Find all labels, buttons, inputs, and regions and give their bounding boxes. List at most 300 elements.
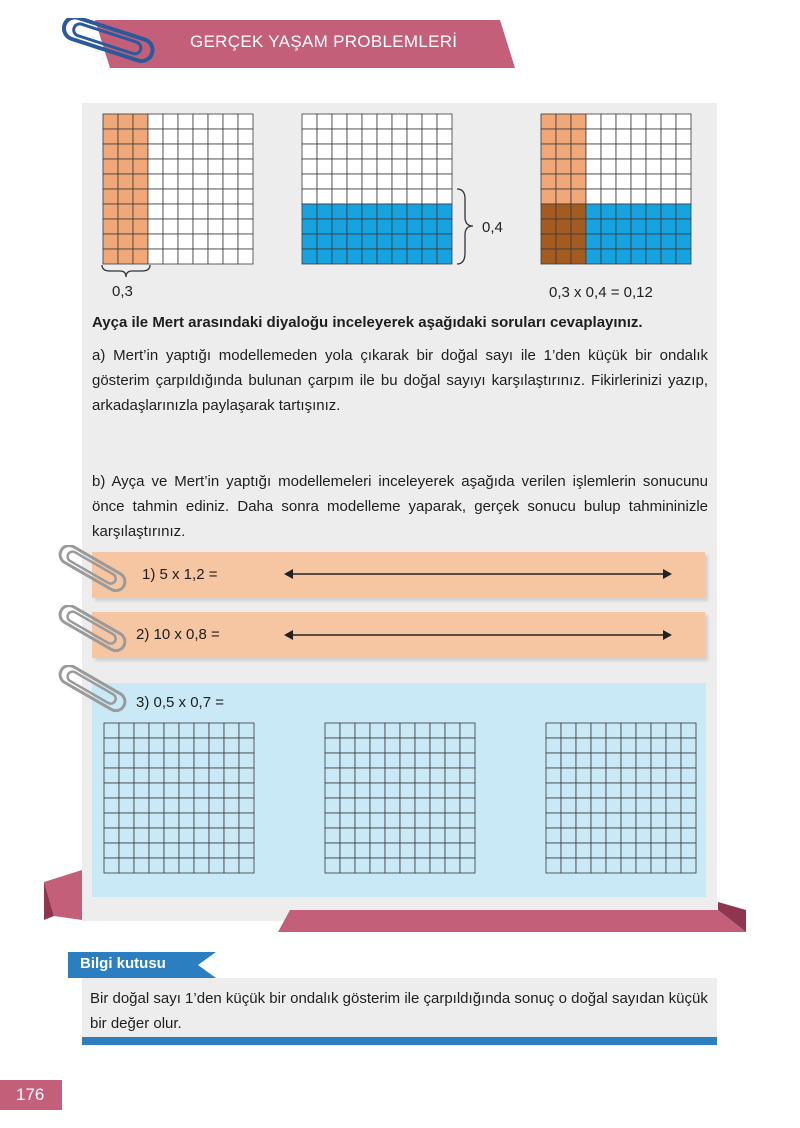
grid-cell xyxy=(355,753,370,768)
grid-cell xyxy=(134,858,149,873)
grid-cell xyxy=(377,129,392,144)
header-title: GERÇEK YAŞAM PROBLEMLERİ xyxy=(190,32,458,51)
grid-cell xyxy=(193,159,208,174)
grid-cell xyxy=(362,129,377,144)
number-line-arrow xyxy=(284,567,672,581)
grid-cell xyxy=(317,189,332,204)
grid-cell xyxy=(178,249,193,264)
grid-cell xyxy=(377,114,392,129)
grid-cell xyxy=(646,234,661,249)
grid-cell xyxy=(437,114,452,129)
grid-cell xyxy=(103,159,118,174)
grid-cell xyxy=(571,219,586,234)
grid-cell xyxy=(621,858,636,873)
grid-cell xyxy=(332,114,347,129)
grid-cell xyxy=(118,144,133,159)
grid-cell xyxy=(616,234,631,249)
grid-cell xyxy=(355,738,370,753)
grid-cell xyxy=(377,189,392,204)
grid-cell xyxy=(407,174,422,189)
grid-cell xyxy=(164,798,179,813)
grid-cell xyxy=(415,753,430,768)
grid-cell xyxy=(208,144,223,159)
grid-cell xyxy=(119,753,134,768)
grid-cell xyxy=(148,144,163,159)
grid-cell xyxy=(591,753,606,768)
grid-cell xyxy=(541,249,556,264)
grid-cell xyxy=(355,828,370,843)
grid-cell xyxy=(661,129,676,144)
grid-cell xyxy=(134,843,149,858)
label-04: 0,4 xyxy=(482,219,503,236)
grid-cell xyxy=(385,843,400,858)
grid-cell xyxy=(347,114,362,129)
grid-cell xyxy=(576,738,591,753)
grid-cell xyxy=(646,174,661,189)
grid-cell xyxy=(133,234,148,249)
grid-cell xyxy=(571,189,586,204)
grid-cell xyxy=(332,204,347,219)
grid-cell xyxy=(193,234,208,249)
grid-cell xyxy=(571,114,586,129)
grid-cell xyxy=(392,249,407,264)
grid-cell xyxy=(224,798,239,813)
grid-cell xyxy=(586,204,601,219)
grid-cell xyxy=(104,783,119,798)
grid-cell xyxy=(661,114,676,129)
grid-cell xyxy=(400,783,415,798)
grid-cell xyxy=(422,219,437,234)
grid-cell xyxy=(148,249,163,264)
grid-cell xyxy=(148,114,163,129)
grid-cell xyxy=(422,189,437,204)
grid-cell xyxy=(681,783,696,798)
grid-cell xyxy=(133,204,148,219)
paperclip-icon xyxy=(52,665,132,713)
grid-cell xyxy=(325,753,340,768)
grid-cell xyxy=(332,189,347,204)
grid-cell xyxy=(238,189,253,204)
grid-cell xyxy=(317,174,332,189)
grid-cell xyxy=(651,843,666,858)
grid-cell xyxy=(561,798,576,813)
grid-cell xyxy=(556,234,571,249)
grid-cell xyxy=(541,174,556,189)
grid-cell xyxy=(103,189,118,204)
grid-cell xyxy=(392,234,407,249)
grid-cell xyxy=(370,843,385,858)
grid-cell xyxy=(561,828,576,843)
grid-cell xyxy=(591,723,606,738)
grid-cell xyxy=(676,129,691,144)
grid-cell xyxy=(571,174,586,189)
number-line-arrow xyxy=(284,628,672,642)
grid-cell xyxy=(302,249,317,264)
grid-cell xyxy=(561,723,576,738)
grid-cell xyxy=(437,249,452,264)
grid-cell xyxy=(616,219,631,234)
grid-cell xyxy=(224,738,239,753)
grid-cell xyxy=(541,114,556,129)
grid-cell xyxy=(385,828,400,843)
grid-cell xyxy=(546,783,561,798)
grid-cell xyxy=(616,159,631,174)
grid-cell xyxy=(118,174,133,189)
grid-cell xyxy=(340,723,355,738)
grid-cell xyxy=(194,828,209,843)
grid-cell xyxy=(194,723,209,738)
grid-cell xyxy=(385,858,400,873)
grid-cell xyxy=(223,174,238,189)
grid-cell xyxy=(325,843,340,858)
grid-cell xyxy=(591,798,606,813)
grid-cell xyxy=(681,858,696,873)
grid-cell xyxy=(149,798,164,813)
grid-cell xyxy=(209,723,224,738)
grid-cell xyxy=(149,858,164,873)
grid-cell xyxy=(385,738,400,753)
grid-cell xyxy=(445,843,460,858)
grid-cell xyxy=(586,249,601,264)
grid-cell xyxy=(302,144,317,159)
grid-cell xyxy=(407,189,422,204)
grid-cell xyxy=(422,174,437,189)
grid-cell xyxy=(194,843,209,858)
grid-cell xyxy=(437,159,452,174)
grid-cell xyxy=(445,798,460,813)
grid-cell xyxy=(556,249,571,264)
grid-cell xyxy=(193,114,208,129)
grid-cell xyxy=(133,189,148,204)
grid-cell xyxy=(193,204,208,219)
grid-cell xyxy=(666,813,681,828)
grid-cell xyxy=(541,144,556,159)
grid-cell xyxy=(392,114,407,129)
grid-cell xyxy=(118,234,133,249)
grid-cell xyxy=(208,249,223,264)
grid-cell xyxy=(646,249,661,264)
decimal-grid-03 xyxy=(102,113,254,265)
grid-cell xyxy=(666,783,681,798)
brace-icon xyxy=(455,187,477,267)
grid-cell xyxy=(556,189,571,204)
grid-cell xyxy=(546,768,561,783)
grid-cell xyxy=(460,813,475,828)
grid-cell xyxy=(636,828,651,843)
grid-cell xyxy=(239,723,254,738)
grid-cell xyxy=(636,858,651,873)
grid-cell xyxy=(302,234,317,249)
grid-cell xyxy=(340,783,355,798)
grid-cell xyxy=(606,768,621,783)
grid-cell xyxy=(179,753,194,768)
grid-cell xyxy=(616,249,631,264)
grid-cell xyxy=(636,723,651,738)
grid-cell xyxy=(385,753,400,768)
grid-cell xyxy=(561,783,576,798)
grid-cell xyxy=(621,768,636,783)
grid-cell xyxy=(164,858,179,873)
grid-cell xyxy=(238,204,253,219)
grid-cell xyxy=(422,144,437,159)
grid-cell xyxy=(325,798,340,813)
grid-cell xyxy=(223,249,238,264)
question-part-a: a) Mert’in yaptığı modellemeden yola çıkarak bir doğal sayı ile 1’den küçük bir ondalık gösterim çarpıldığında bulunan çarpım ile bu doğal sayıyı karşılaştırınız. Fikirlerinizi yazıp, arkadaşlarınızla paylaşarak tartışınız. xyxy=(92,347,708,414)
grid-cell xyxy=(104,858,119,873)
grid-cell xyxy=(666,753,681,768)
grid-cell xyxy=(445,723,460,738)
grid-cell xyxy=(676,159,691,174)
grid-cell xyxy=(666,843,681,858)
empty-grid xyxy=(545,722,697,874)
grid-cell xyxy=(103,129,118,144)
question-part-b: b) Ayça ve Mert’in yaptığı modellemeleri inceleyerek aşağıda verilen işlemlerin sonucunu önce tahmin ediniz. Daha sonra modelleme yaparak, gerçek sonucu bulup tahmininizle karşılaştırınız. xyxy=(92,473,708,540)
grid-cell xyxy=(460,783,475,798)
grid-cell xyxy=(586,114,601,129)
grid-cell xyxy=(377,234,392,249)
grid-cell xyxy=(149,813,164,828)
grid-cell xyxy=(208,219,223,234)
grid-cell xyxy=(370,768,385,783)
grid-cell xyxy=(561,753,576,768)
grid-cell xyxy=(407,144,422,159)
grid-cell xyxy=(621,753,636,768)
brace-icon xyxy=(100,264,152,278)
grid-cell xyxy=(134,798,149,813)
grid-cell xyxy=(576,783,591,798)
grid-cell xyxy=(445,753,460,768)
grid-cell xyxy=(164,738,179,753)
grid-cell xyxy=(586,234,601,249)
grid-cell xyxy=(238,159,253,174)
grid-cell xyxy=(586,159,601,174)
grid-cell xyxy=(302,219,317,234)
grid-cell xyxy=(651,858,666,873)
grid-cell xyxy=(606,798,621,813)
grid-cell xyxy=(104,768,119,783)
grid-cell xyxy=(571,159,586,174)
grid-cell xyxy=(134,738,149,753)
grid-cell xyxy=(445,738,460,753)
grid-cell xyxy=(104,753,119,768)
grid-cell xyxy=(666,723,681,738)
grid-cell xyxy=(163,129,178,144)
grid-cell xyxy=(239,843,254,858)
grid-cell xyxy=(621,738,636,753)
grid-cell xyxy=(317,159,332,174)
grid-cell xyxy=(208,159,223,174)
grid-cell xyxy=(576,843,591,858)
grid-cell xyxy=(302,159,317,174)
corner-ribbon-left xyxy=(44,870,84,920)
grid-cell xyxy=(621,798,636,813)
grid-cell xyxy=(392,144,407,159)
grid-cell xyxy=(616,189,631,204)
grid-cell xyxy=(149,738,164,753)
grid-cell xyxy=(437,144,452,159)
grid-cell xyxy=(194,753,209,768)
grid-cell xyxy=(546,798,561,813)
grid-cell xyxy=(415,723,430,738)
grid-cell xyxy=(407,114,422,129)
grid-cell xyxy=(561,738,576,753)
grid-cell xyxy=(415,738,430,753)
grid-cell xyxy=(606,783,621,798)
grid-cell xyxy=(239,783,254,798)
grid-cell xyxy=(407,234,422,249)
grid-cell xyxy=(666,798,681,813)
grid-cell xyxy=(370,738,385,753)
grid-cell xyxy=(224,783,239,798)
grid-cell xyxy=(148,219,163,234)
grid-cell xyxy=(103,219,118,234)
grid-cell xyxy=(302,189,317,204)
grid-cell xyxy=(302,114,317,129)
grid-cell xyxy=(362,159,377,174)
grid-cell xyxy=(194,768,209,783)
grid-cell xyxy=(133,129,148,144)
grid-cell xyxy=(601,204,616,219)
grid-cell xyxy=(400,738,415,753)
grid-cell xyxy=(430,798,445,813)
grid-cell xyxy=(377,174,392,189)
grid-cell xyxy=(332,249,347,264)
task-2-label: 2) 10 x 0,8 = xyxy=(136,626,220,643)
grid-cell xyxy=(661,144,676,159)
grid-cell xyxy=(370,723,385,738)
grid-cell xyxy=(325,858,340,873)
grid-cell xyxy=(676,174,691,189)
grid-cell xyxy=(666,768,681,783)
label-03: 0,3 xyxy=(112,283,133,300)
grid-cell xyxy=(631,114,646,129)
grid-cell xyxy=(224,843,239,858)
grid-cell xyxy=(556,129,571,144)
grid-cell xyxy=(636,738,651,753)
grid-cell xyxy=(437,129,452,144)
grid-cell xyxy=(178,204,193,219)
grid-cell xyxy=(385,723,400,738)
grid-cell xyxy=(104,813,119,828)
grid-cell xyxy=(445,783,460,798)
grid-cell xyxy=(591,738,606,753)
grid-cell xyxy=(134,783,149,798)
grid-cell xyxy=(407,204,422,219)
grid-cell xyxy=(193,249,208,264)
grid-cell xyxy=(571,144,586,159)
grid-cell xyxy=(104,798,119,813)
grid-cell xyxy=(362,114,377,129)
grid-cell xyxy=(355,798,370,813)
grid-cell xyxy=(179,828,194,843)
grid-cell xyxy=(415,843,430,858)
grid-cell xyxy=(591,828,606,843)
grid-cell xyxy=(571,129,586,144)
grid-cell xyxy=(332,174,347,189)
grid-cell xyxy=(422,204,437,219)
grid-cell xyxy=(400,858,415,873)
grid-cell xyxy=(681,798,696,813)
grid-cell xyxy=(541,129,556,144)
grid-cell xyxy=(209,738,224,753)
grid-cell xyxy=(239,738,254,753)
grid-cell xyxy=(636,798,651,813)
grid-cell xyxy=(133,159,148,174)
grid-cell xyxy=(179,768,194,783)
grid-cell xyxy=(606,738,621,753)
grid-cell xyxy=(103,249,118,264)
grid-cell xyxy=(179,798,194,813)
grid-cell xyxy=(621,723,636,738)
grid-cell xyxy=(134,813,149,828)
grid-cell xyxy=(445,828,460,843)
question-title: Ayça ile Mert arasındaki diyaloğu inceleyerek aşağıdaki soruları cevaplayınız. xyxy=(92,314,643,331)
grid-cell xyxy=(601,129,616,144)
grid-cell xyxy=(163,204,178,219)
grid-cell xyxy=(238,144,253,159)
grid-cell xyxy=(415,858,430,873)
grid-cell xyxy=(437,219,452,234)
grid-cell xyxy=(561,813,576,828)
grid-cell xyxy=(178,174,193,189)
grid-cell xyxy=(571,234,586,249)
grid-cell xyxy=(601,144,616,159)
grid-cell xyxy=(591,783,606,798)
grid-cell xyxy=(556,144,571,159)
grid-cell xyxy=(445,858,460,873)
grid-cell xyxy=(355,783,370,798)
grid-cell xyxy=(223,144,238,159)
task-3-label: 3) 0,5 x 0,7 = xyxy=(136,694,224,711)
grid-cell xyxy=(317,249,332,264)
grid-cell xyxy=(332,219,347,234)
grid-cell xyxy=(104,828,119,843)
grid-cell xyxy=(194,813,209,828)
grid-cell xyxy=(437,204,452,219)
grid-cell xyxy=(606,813,621,828)
grid-cell xyxy=(377,204,392,219)
grid-cell xyxy=(340,858,355,873)
grid-cell xyxy=(223,189,238,204)
grid-cell xyxy=(681,768,696,783)
grid-cell xyxy=(362,174,377,189)
grid-cell xyxy=(134,753,149,768)
grid-cell xyxy=(681,828,696,843)
grid-cell xyxy=(666,858,681,873)
grid-cell xyxy=(460,723,475,738)
grid-cell xyxy=(422,234,437,249)
grid-cell xyxy=(601,219,616,234)
grid-cell xyxy=(681,813,696,828)
grid-cell xyxy=(164,723,179,738)
grid-cell xyxy=(164,813,179,828)
grid-cell xyxy=(370,858,385,873)
grid-cell xyxy=(636,813,651,828)
grid-cell xyxy=(164,843,179,858)
grid-cell xyxy=(661,189,676,204)
grid-cell xyxy=(133,249,148,264)
grid-cell xyxy=(631,189,646,204)
grid-cell xyxy=(377,249,392,264)
grid-cell xyxy=(148,189,163,204)
grid-cell xyxy=(163,234,178,249)
grid-cell xyxy=(149,768,164,783)
grid-cell xyxy=(104,738,119,753)
grid-cell xyxy=(104,723,119,738)
grid-cell xyxy=(676,249,691,264)
grid-cell xyxy=(194,738,209,753)
grid-cell xyxy=(208,129,223,144)
